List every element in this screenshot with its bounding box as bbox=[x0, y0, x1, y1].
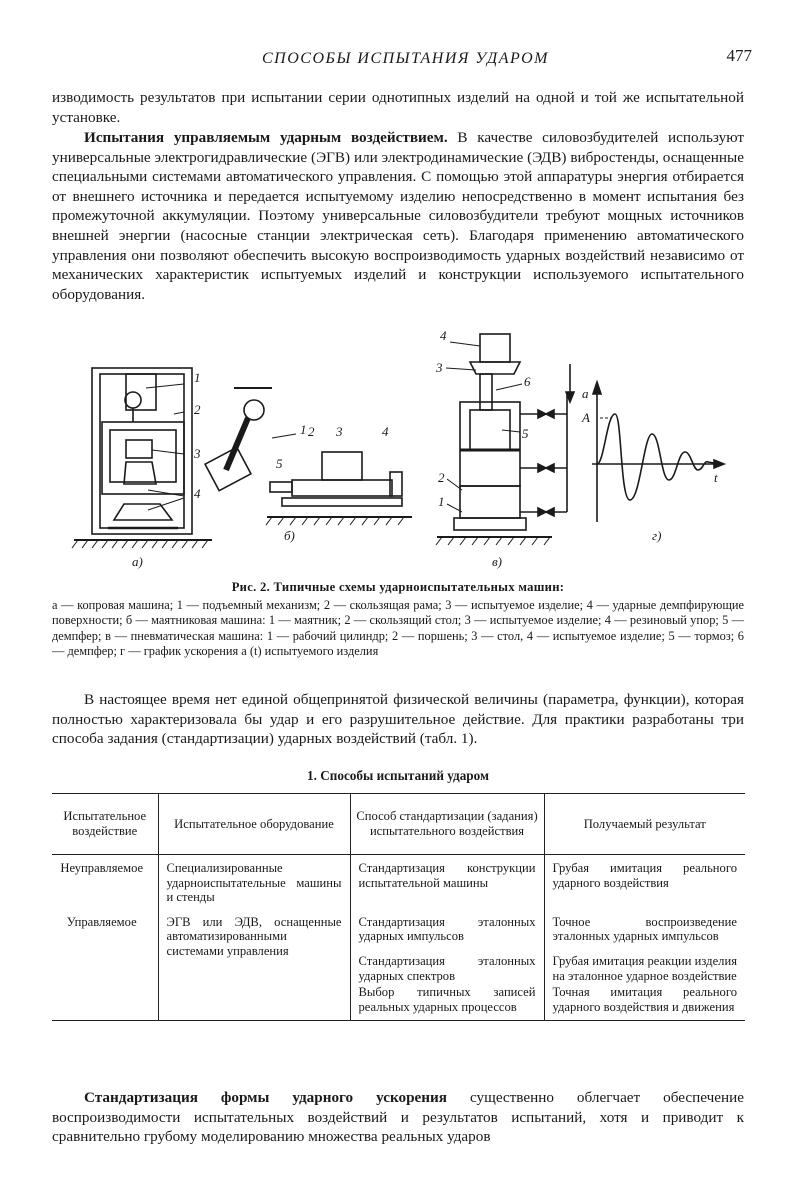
paragraph-controlled-impact bbox=[52, 128, 744, 304]
figure-caption-title: Рис. 2. Типичные схемы ударноиспытательных машин: bbox=[231, 580, 565, 594]
panel-a-drop-machine bbox=[72, 368, 212, 548]
callout-b-5: 5 bbox=[276, 456, 283, 471]
header-result: Получаемый результат bbox=[544, 794, 745, 855]
callout-v-1: 1 bbox=[438, 494, 445, 509]
paragraph-shock-form bbox=[52, 1088, 744, 1147]
panel-b-pendulum-machine bbox=[205, 388, 412, 525]
figure-caption bbox=[52, 580, 744, 659]
table-row bbox=[52, 909, 745, 1021]
cell-equipment: Специализированные ударноиспытательные машины и стенды bbox=[158, 855, 350, 909]
paragraph-3-text: В настоящее время нет единой общепринятой физической величины (параметра, функции), которая полностью характеризовала бы удар и его разрушительное действие. Для практики разработаны три способа задания (стандартизации) ударных воздействий (табл. 1). bbox=[52, 691, 744, 748]
table-header-row bbox=[52, 794, 745, 855]
callout-a-1: 1 bbox=[194, 370, 201, 385]
result-item: Грубая имитация реального ударного воздействия bbox=[552, 861, 737, 890]
panel-label-a: а) bbox=[132, 554, 143, 569]
callout-v-4: 4 bbox=[440, 328, 447, 343]
paragraph-2-body: В качестве силовозбудителей используют универсальные электрогидравлические (ЭГВ) или электродинамические (ЭДВ) вибростенды, оснащенные специальными системами автоматического управления. С помощью этой аппаратуры энергия отбирается от внешнего источника и передается испытуемому изделию непосредственно в момент испытания без промежуточной аккумуляции. Поэтому универсальные силовозбудители требуют мощных источников внешней энергии (насосные станции электрическая сеть). Благодаря применению автоматического управления они позволяют обеспечить высокую воспроизводимость ударных воздействий независимо от механических характеристик испытуемых изделий и конструкции используемого испытательного оборудования. bbox=[52, 129, 744, 303]
page-number: 477 bbox=[726, 46, 752, 65]
result-item: Точная имитация реального ударного воздействия и движения bbox=[552, 985, 737, 1014]
impact-methods-table bbox=[52, 793, 745, 1021]
callout-v-6: 6 bbox=[524, 374, 531, 389]
callout-a-4: 4 bbox=[194, 486, 201, 501]
paragraph-continuation bbox=[52, 88, 744, 127]
panel-g-acceleration-graph bbox=[592, 382, 724, 522]
paragraph-4-heading: Стандартизация формы ударного ускорения bbox=[84, 1089, 448, 1106]
header-method: Способ стандартизации (задания) испытательного воздействия bbox=[350, 794, 544, 855]
callout-a-3: 3 bbox=[194, 446, 201, 461]
paragraph-2-heading: Испытания управляемым ударным воздействием. bbox=[84, 129, 448, 146]
paragraph-1-text: изводимость результатов при испытании серии однотипных изделий на одной и той же испытательной установке. bbox=[52, 89, 744, 126]
cell-equipment: ЭГВ или ЭДВ, оснащенные автоматизированными системами управления bbox=[158, 909, 350, 1021]
callout-v-2: 2 bbox=[438, 470, 445, 485]
graph-x-axis-label: t bbox=[714, 470, 718, 485]
callout-b-3: 3 bbox=[336, 424, 343, 439]
panel-label-v: в) bbox=[492, 554, 502, 569]
callout-a-2: 2 bbox=[194, 402, 201, 417]
method-item: Стандартизация эталонных ударных импульсов bbox=[358, 914, 536, 944]
panel-v-pneumatic-machine bbox=[436, 334, 574, 545]
figure-2-schemes bbox=[52, 322, 752, 577]
method-item: Стандартизация конструкции испытательной машины bbox=[358, 861, 536, 890]
cell-method bbox=[350, 909, 544, 1021]
method-item: Выбор типичных записей реальных ударных процессов bbox=[358, 985, 536, 1014]
cell-impact: Управляемое bbox=[52, 909, 158, 1021]
callout-v-5: 5 bbox=[522, 426, 529, 441]
callout-b-2: 2 bbox=[308, 424, 315, 439]
header-impact: Испытательное воздействие bbox=[52, 794, 158, 855]
table-title: 1. Способы испытаний ударом bbox=[307, 768, 489, 783]
panel-label-b: б) bbox=[284, 528, 295, 543]
figure-drawing bbox=[52, 322, 752, 577]
cell-impact: Неуправляемое bbox=[60, 861, 144, 875]
method-item: Стандартизация эталонных ударных спектров bbox=[358, 953, 536, 983]
table-row bbox=[52, 855, 745, 909]
callout-b-1: 1 bbox=[300, 422, 307, 437]
cell-result bbox=[544, 855, 745, 909]
running-title: СПОСОБЫ ИСПЫТАНИЯ УДАРОМ bbox=[262, 50, 549, 67]
graph-amplitude-label: A bbox=[582, 410, 590, 425]
graph-y-axis-label: a bbox=[582, 386, 589, 401]
header-equipment: Испытательное оборудование bbox=[158, 794, 350, 855]
callout-b-4: 4 bbox=[382, 424, 389, 439]
paragraph-intro-table bbox=[52, 690, 744, 749]
result-item: Точное воспроизведение эталонных ударных импульсов bbox=[552, 914, 737, 944]
callout-v-3: 3 bbox=[436, 360, 443, 375]
result-item: Грубая имитация реакции изделия на эталонное ударное воздействие bbox=[552, 953, 737, 983]
panel-label-g: г) bbox=[652, 528, 662, 543]
page-header bbox=[52, 46, 752, 72]
figure-caption-body: а — копровая машина; 1 — подъемный механизм; 2 — скользящая рама; 3 — испытуемое изделие; 4 — ударные демпфирующие поверхности; б — маятниковая машина: 1 — маятник; 2 — скользящий стол; 3 — испытуемое изделие; 4 — резиновый упор; 5 — демпфер; в — пневматическая машина: 1 — рабочий цилиндр; 2 — поршень; 3 — стол, 4 — испытуемое изделие; 5 — тормоз; 6 — демпфер; г — график ускорения а (t) испытуемого изделия bbox=[52, 598, 744, 658]
paragraph-4-body: существенно облегчает обеспечение воспроизводимости испытательных воздействий и результатов испытаний, хотя и приводит к сравнительно грубому моделированию множества реальных ударов bbox=[52, 1089, 744, 1146]
cell-method bbox=[350, 855, 544, 909]
cell-result bbox=[544, 909, 745, 1021]
